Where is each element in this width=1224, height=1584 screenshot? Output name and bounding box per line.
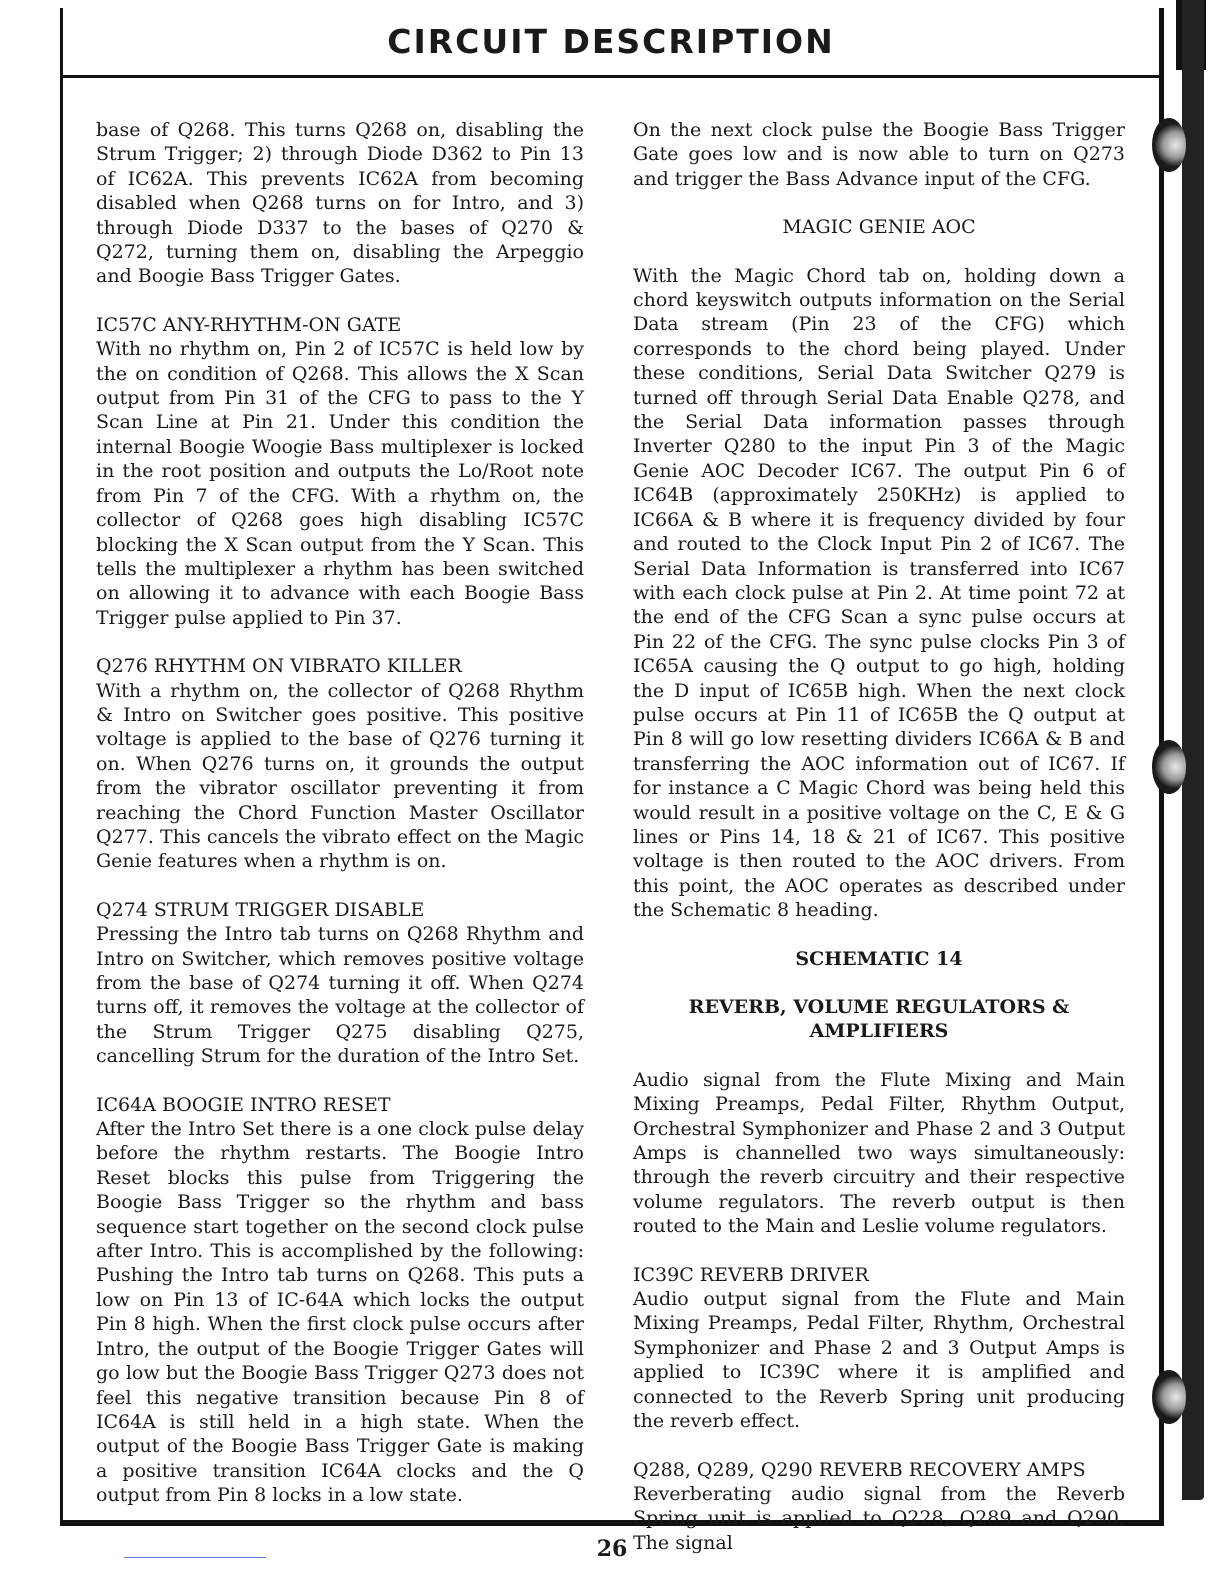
schematic-heading: SCHEMATIC 14 (795, 947, 963, 970)
paragraph: Audio signal from the Flute Mixing and Main Mixing Preamps, Pedal Filter, Rhythm Output, Orchestral Symphonizer and Phase 2 and 3 Output Amps is channelled two ways simultaneously: through the reverb circuitry and their respective volume regulators. The reverb output is then routed to the Main and Leslie volume regulators. (633, 1068, 1125, 1238)
schematic-subheading: REVERB, VOLUME REGULATORS & AMPLIFIERS (688, 996, 1070, 1043)
section-body: Pressing the Intro tab turns on Q268 Rhythm and Intro on Switcher, which removes positive voltage from the base of Q274 turning it off. When Q274 turns off, it removes the voltage at the collector of the Strum Trigger Q275 disabling Q275, cancelling Strum for the duration of the Intro Set. (96, 923, 584, 1068)
section-heading: IC64A BOOGIE INTRO RESET (96, 1093, 391, 1116)
section-body: With no rhythm on, Pin 2 of IC57C is held low by the on condition of Q268. This allows the X Scan output from Pin 31 of the CFG to pass to the Y Scan Line at Pin 21. Under this condition the internal Boogie Woogie Bass multiplexer is locked in the root position and outputs the Lo/Root note from Pin 7 of the CFG. With a rhythm on, the collector of Q268 goes high disabling IC57C blocking the X Scan output from the Y Scan. This tells the multiplexer a rhythm has been switched on allowing it to advance with each Boogie Bass Trigger pulse applied to Pin 37. (96, 338, 584, 629)
punch-hole-top (1152, 118, 1186, 172)
paragraph: On the next clock pulse the Boogie Bass Trigger Gate goes low and is now able to turn on Q273 and trigger the Bass Advance input of the CFG. (633, 119, 1125, 190)
section-body: With a rhythm on, the collector of Q268 Rhythm & Intro on Switcher goes positive. This positive voltage is applied to the base of Q276 turning it on. When Q276 turns on, it grounds the output from the vibrator oscillator preventing it from reaching the Chord Function Master Oscillator Q277. This cancels the vibrato effect on the Magic Genie features when a rhythm is on. (96, 679, 584, 873)
section-heading: Q274 STRUM TRIGGER DISABLE (96, 898, 425, 921)
section (96, 898, 584, 1069)
divider (124, 1557, 266, 1558)
section (96, 1093, 584, 1508)
section-heading: IC39C REVERB DRIVER (633, 1263, 869, 1286)
section-body: Audio output signal from the Flute and Main Mixing Preamps, Pedal Filter, Rhythm, Orchestral Symphonizer and Phase 2 and 3 Output Amps is applied to IC39C where it is amplified and connected to the Reverb Spring unit producing the reverb effect. (633, 1288, 1125, 1433)
right-column (633, 118, 1125, 1555)
section-body: After the Intro Set there is a one clock pulse delay before the rhythm restarts. The Boogie Intro Reset blocks this pulse from Triggering the Boogie Bass Trigger so the rhythm and bass sequence start together on the second clock pulse after Intro. This is accomplished by the following: Pushing the Intro tab turns on Q268. This puts a low on Pin 13 of IC-64A which locks the output Pin 8 high. When the first clock pulse occurs after Intro, the output of the Boogie Trigger Gates will go low but the Boogie Bass Trigger Q273 does not feel this negative transition because Pin 8 of IC64A is still held in a high state. When the output of the Boogie Bass Trigger Gate is making a positive transition IC64A clocks and the Q output from Pin 8 locks in a low state. (96, 1118, 584, 1507)
page-title: CIRCUIT DESCRIPTION (387, 22, 835, 61)
section-body: With the Magic Chord tab on, holding down a chord keyswitch outputs information on the Serial Data stream (Pin 23 of the CFG) which corresponds to the chord being played. Under these conditions, Serial Data Switcher Q279 is turned off through Serial Data Enable Q278, and the Serial Data information passes through Inverter Q280 to the input Pin 3 of the Magic Genie AOC Decoder IC67. The output Pin 6 of IC64B (approximately 250KHz) is applied to IC66A & B where it is frequency divided by four and routed to the Clock Input Pin 2 of IC67. The Serial Data Information is transferred into IC67 with each clock pulse at Pin 2. At time point 72 at the end of the CFG Scan a sync pulse occurs at Pin 22 of the CFG. The sync pulse clocks Pin 3 of IC65A causing the Q output to go high, holding the D input of IC65B high. When the next clock pulse occurs at Pin 11 of IC65B the Q output at Pin 8 will go low resetting dividers IC66A & B and transferring the AOC information out of IC67. If for instance a C Magic Chord was being held this would result in a positive voltage on the C, E & G lines or Pins 14, 18 & 21 of IC67. This positive voltage is then routed to the AOC drivers. From this point, the AOC operates as described under the Schematic 8 heading. (633, 264, 1125, 922)
section-heading: Q276 RHYTHM ON VIBRATO KILLER (96, 655, 462, 678)
punch-hole-middle (1152, 740, 1186, 794)
section-body: Reverberating audio signal from the Reverb Spring unit is applied to Q228, Q289 and Q290. The signal (633, 1482, 1125, 1554)
page-number: 26 (596, 1536, 628, 1562)
section-heading-centered: MAGIC GENIE AOC (782, 216, 976, 239)
paragraph: base of Q268. This turns Q268 on, disabling the Strum Trigger; 2) through Diode D362 to Pin 13 of IC62A. This prevents IC62A from becoming disabled when Q268 turns on for Intro, and 3) through Diode D337 to the bases of Q270 & Q272, turning them on, disabling the Arpeggio and Boogie Bass Trigger Gates. (96, 119, 584, 288)
section-heading: IC57C ANY-RHYTHM-ON GATE (96, 313, 402, 336)
binding-edge (1182, 0, 1204, 1500)
header (60, 8, 1164, 78)
punch-hole-bottom (1152, 1370, 1186, 1424)
section-heading: Q288, Q289, Q290 REVERB RECOVERY AMPS (633, 1458, 1086, 1481)
section (96, 313, 584, 630)
section (96, 654, 584, 874)
section (633, 1263, 1125, 1434)
left-column (96, 118, 584, 1532)
